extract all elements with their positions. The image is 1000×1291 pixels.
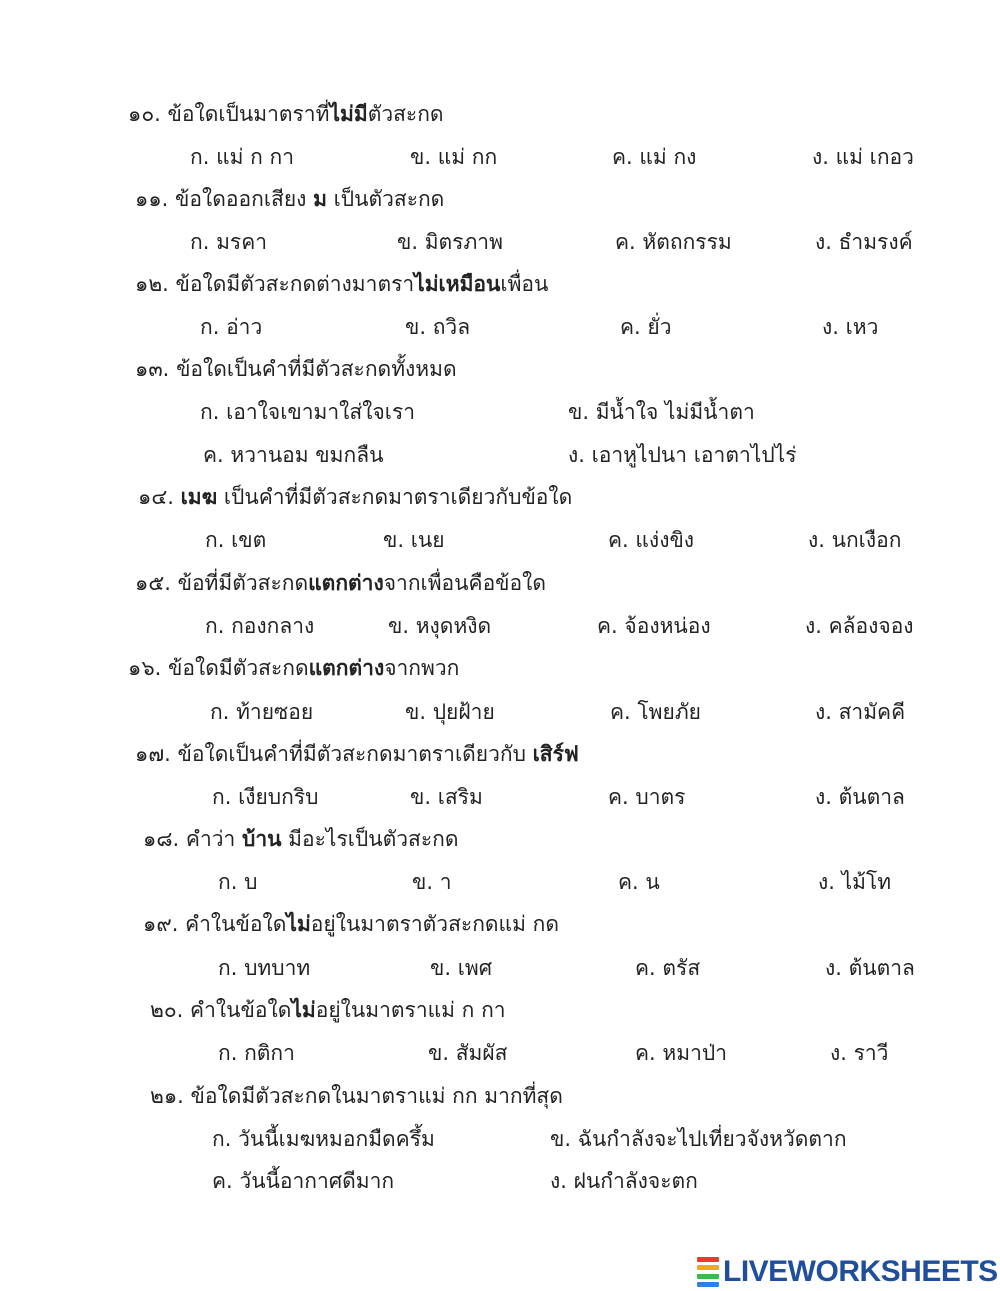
question-emphasis: ม (313, 187, 327, 211)
question-text-end: เป็นตัวสะกด (326, 187, 445, 211)
option-a[interactable]: ก. เอาใจเขามาใส่ใจเรา (200, 400, 416, 424)
question-text: คำในข้อใด (185, 912, 287, 936)
logo-block-blue (697, 1282, 719, 1287)
question-text-end: ตัวสะกด (367, 102, 444, 126)
question-21 (150, 1082, 563, 1110)
option-b[interactable]: ข. ถวิล (405, 315, 471, 339)
option-d[interactable]: ง. ธำมรงค์ (815, 230, 913, 254)
option-a[interactable]: ก. อ่าว (200, 315, 263, 339)
option-c[interactable]: ค. หัตถกรรม (615, 230, 732, 254)
option-b[interactable]: ข. มิตรภาพ (397, 230, 503, 254)
option-a[interactable]: ก. ท้ายซอย (210, 700, 314, 724)
option-c[interactable]: ค. หวานอม ขมกลืน (203, 443, 384, 467)
option-a[interactable]: ก. กติกา (218, 1041, 295, 1065)
option-a[interactable]: ก. กองกลาง (205, 614, 315, 638)
option-a[interactable]: ก. แม่ ก กา (190, 145, 295, 169)
question-emphasis: แตกต่าง (308, 571, 384, 595)
option-c[interactable]: ค. วันนี้อากาศดีมาก (212, 1169, 395, 1193)
question-17 (135, 740, 579, 768)
option-a[interactable]: ก. มรคา (190, 230, 268, 254)
question-19 (143, 910, 559, 938)
question-number: ๑๒. (135, 272, 169, 296)
option-d[interactable]: ง. แม่ เกอว (812, 145, 914, 169)
option-a[interactable]: ก. วันนี้เมฆหมอกมืดครึ้ม (212, 1127, 435, 1151)
question-18 (143, 825, 459, 853)
question-text: ข้อใดมีตัวสะกดต่างมาตรา (175, 272, 415, 296)
question-emphasis: บ้าน (242, 827, 282, 851)
question-text-end: อยู่ในมาตราแม่ ก กา (315, 998, 506, 1022)
question-number: ๑๔. (138, 485, 174, 509)
question-number: ๒๑. (150, 1084, 184, 1108)
question-number: ๑๐. (128, 102, 161, 126)
logo-block-red (697, 1257, 719, 1262)
option-c[interactable]: ค. ยั่ว (620, 315, 672, 339)
option-d[interactable]: ง. นกเงือก (808, 528, 902, 552)
question-number: ๑๓. (135, 357, 170, 381)
question-number: ๑๖. (128, 656, 162, 680)
option-b[interactable]: ข. เสริม (410, 785, 483, 809)
question-text-end: มีอะไรเป็นตัวสะกด (281, 827, 459, 851)
question-number: ๑๗. (135, 742, 171, 766)
option-b[interactable]: ข. เนย (383, 528, 445, 552)
option-c[interactable]: ค. น (618, 870, 660, 894)
question-text-end: จากเพื่อนคือข้อใด (383, 571, 547, 595)
question-emphasis: ไม่ (291, 998, 316, 1022)
option-b[interactable]: ข. สัมผัส (428, 1041, 508, 1065)
option-c[interactable]: ค. โพยภัย (610, 700, 701, 724)
question-text: ข้อใดมีตัวสะกดในมาตราแม่ กก มากที่สุด (190, 1084, 563, 1108)
question-emphasis: เสิร์ฟ (532, 742, 579, 766)
question-20 (150, 996, 506, 1024)
option-d[interactable]: ง. เหว (822, 315, 879, 339)
option-d[interactable]: ง. ต้นตาล (815, 785, 905, 809)
option-b[interactable]: ข. มีน้ำใจ ไม่มีน้ำตา (568, 400, 755, 424)
question-15 (135, 569, 546, 597)
option-c[interactable]: ค. ตรัส (635, 956, 701, 980)
question-text: ข้อใดมีตัวสะกด (168, 656, 309, 680)
option-a[interactable]: ก. บ (218, 870, 258, 894)
question-text-end: เพื่อน (500, 272, 549, 296)
question-13 (135, 355, 457, 383)
question-text: คำในข้อใด (190, 998, 292, 1022)
question-16 (128, 654, 459, 682)
option-b[interactable]: ข. ปุยฝ้าย (405, 700, 495, 724)
question-12 (135, 270, 548, 298)
logo-text: LIVEWORKSHEETS (723, 1255, 998, 1288)
option-d[interactable]: ง. ต้นตาล (825, 956, 915, 980)
option-d[interactable]: ง. ราวี (830, 1041, 889, 1065)
option-c[interactable]: ค. บาตร (608, 785, 686, 809)
option-b[interactable]: ข. เพศ (430, 956, 493, 980)
question-text: คำว่า (185, 827, 243, 851)
question-number: ๒๐. (150, 998, 184, 1022)
question-emphasis: ไม่มี (329, 102, 368, 126)
question-14 (138, 483, 572, 511)
option-b[interactable]: ข. า (412, 870, 452, 894)
option-b[interactable]: ข. หงุดหงิด (388, 614, 492, 638)
option-c[interactable]: ค. จ้องหน่อง (597, 614, 711, 638)
question-10 (128, 100, 444, 128)
liveworksheets-logo[interactable] (697, 1254, 998, 1290)
option-d[interactable]: ง. สามัคคี (815, 700, 906, 724)
option-d[interactable]: ง. เอาหูไปนา เอาตาไปไร่ (568, 443, 797, 467)
question-text: ข้อที่มีตัวสะกด (177, 571, 309, 595)
option-b[interactable]: ข. ฉันกำลังจะไปเที่ยวจังหวัดตาก (550, 1127, 847, 1151)
question-text: ข้อใดเป็นคำที่มีตัวสะกดมาตราเดียวกับ (177, 742, 533, 766)
question-emphasis: เมฆ (180, 485, 218, 509)
option-b[interactable]: ข. แม่ กก (410, 145, 498, 169)
question-text-end: เป็นคำที่มีตัวสะกดมาตราเดียวกับข้อใด (217, 485, 573, 509)
question-emphasis: ไม่ (286, 912, 311, 936)
question-number: ๑๑. (135, 187, 169, 211)
option-a[interactable]: ก. เขต (205, 528, 267, 552)
option-a[interactable]: ก. บทบาท (218, 956, 311, 980)
question-text-end: อยู่ในมาตราตัวสะกดแม่ กด (310, 912, 559, 936)
option-c[interactable]: ค. หมาป่า (635, 1041, 727, 1065)
question-11 (135, 185, 444, 213)
question-text-end: จากพวก (384, 656, 460, 680)
option-d[interactable]: ง. ไม้โท (818, 870, 892, 894)
option-d[interactable]: ง. ฝนกำลังจะตก (550, 1169, 698, 1193)
question-number: ๑๙. (143, 912, 179, 936)
option-c[interactable]: ค. แม่ กง (612, 145, 697, 169)
option-c[interactable]: ค. แง่งขิง (608, 528, 695, 552)
question-emphasis: ไม่เหมือน (414, 272, 501, 296)
logo-blocks-icon (697, 1257, 719, 1287)
question-emphasis: แตกต่าง (308, 656, 385, 680)
option-d[interactable]: ง. คล้องจอง (805, 614, 914, 638)
logo-block-green (697, 1274, 719, 1279)
question-text: ข้อใดเป็นมาตราที่ (167, 102, 330, 126)
option-a[interactable]: ก. เงียบกริบ (212, 785, 319, 809)
question-number: ๑๕. (135, 571, 171, 595)
question-number: ๑๘. (143, 827, 180, 851)
question-text: ข้อใดออกเสียง (175, 187, 314, 211)
question-text: ข้อใดเป็นคำที่มีตัวสะกดทั้งหมด (176, 357, 457, 381)
logo-block-orange (697, 1265, 719, 1270)
